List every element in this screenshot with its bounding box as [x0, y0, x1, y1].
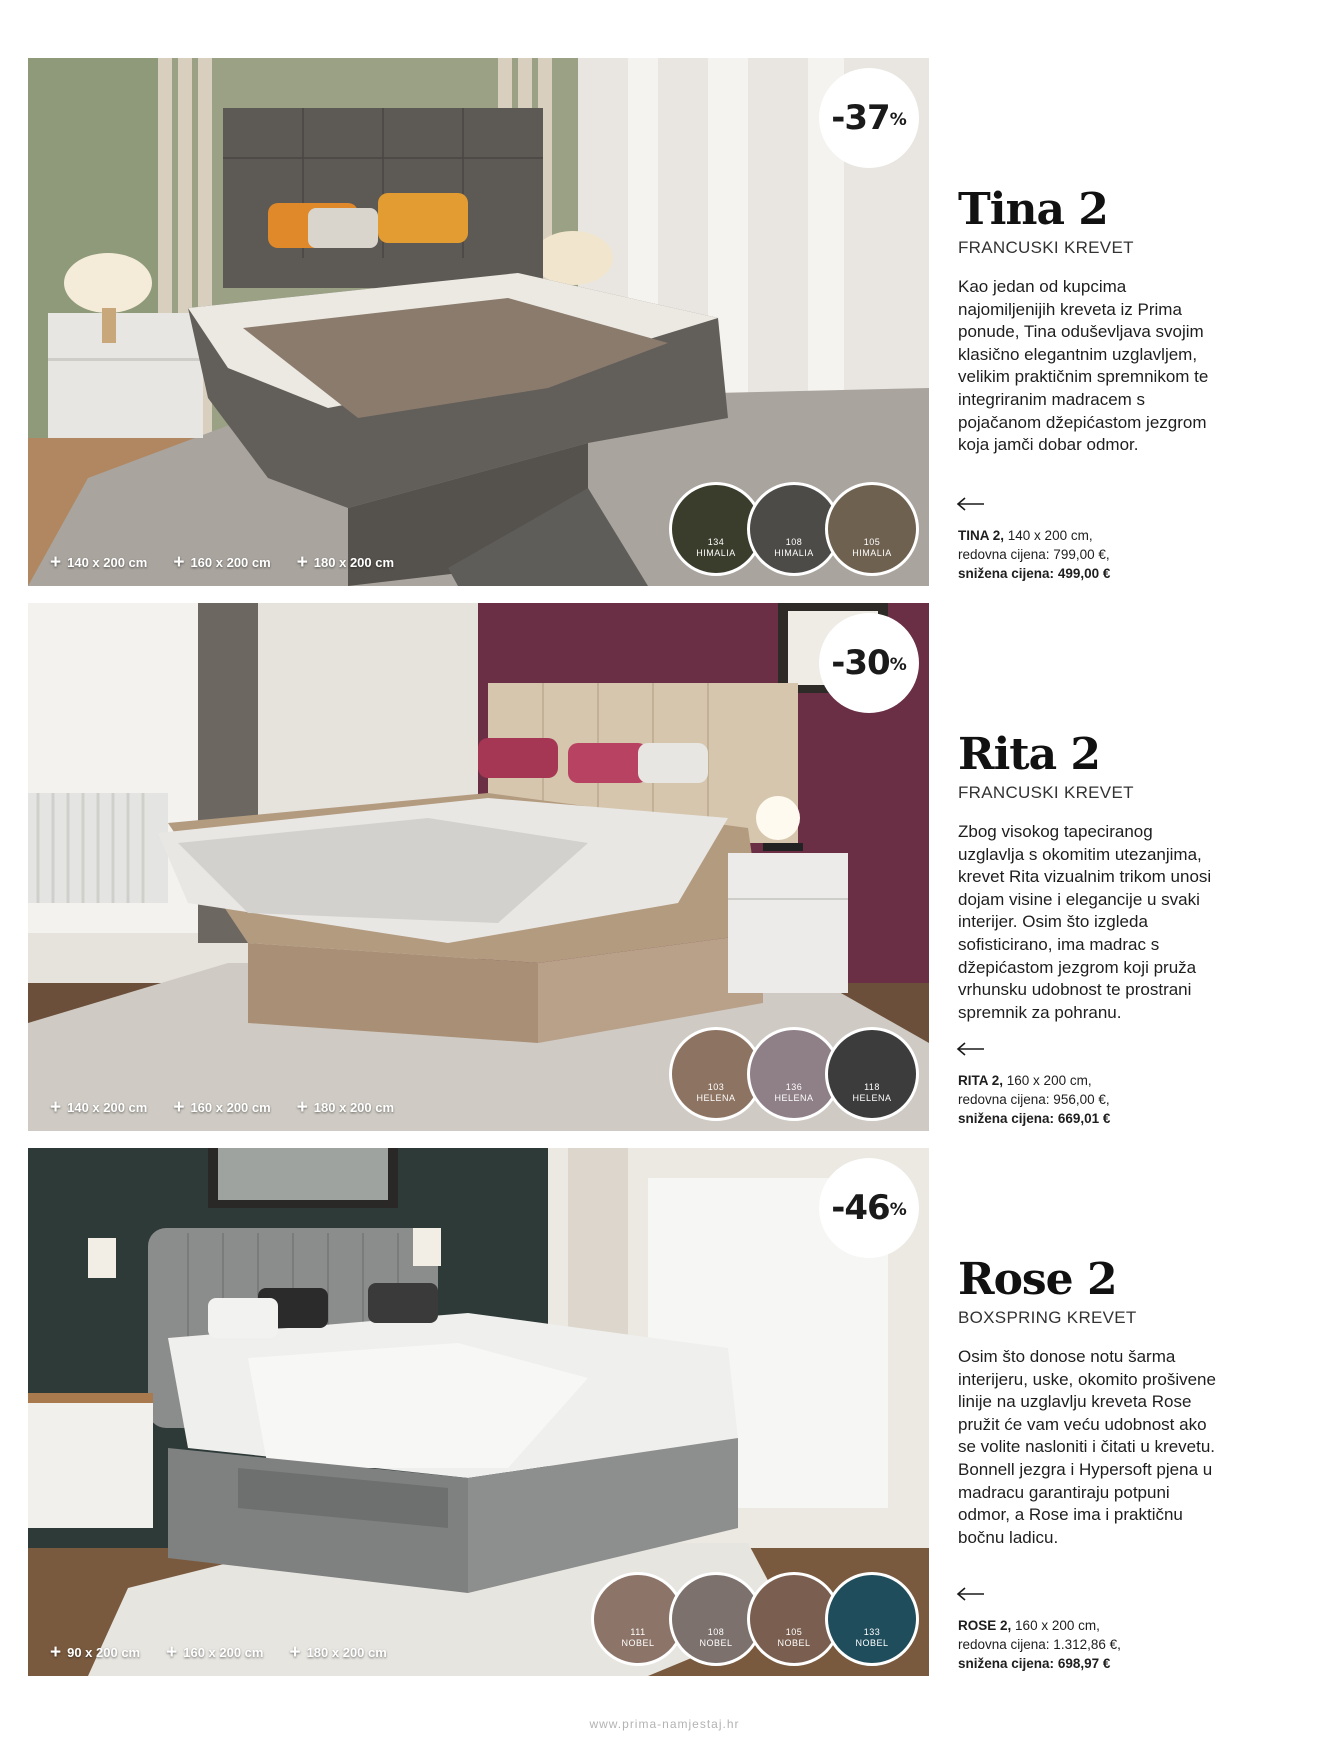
price-block	[958, 1616, 1198, 1673]
product-type: BOXSPRING KREVET	[958, 1308, 1137, 1327]
price-model: RITA 2,	[958, 1073, 1004, 1088]
size-option[interactable]	[173, 553, 270, 572]
swatch-fabric: NOBEL	[855, 1638, 889, 1648]
price-block	[958, 1071, 1198, 1128]
swatch-code: 108	[707, 1627, 725, 1637]
price-sale-value: 669,01 €	[1057, 1111, 1111, 1126]
arrow-left-icon	[956, 1586, 986, 1602]
size-label: 90 x 200 cm	[67, 1645, 141, 1660]
size-option[interactable]	[297, 1098, 394, 1117]
swatch-code: 136	[785, 1082, 803, 1092]
size-label: 180 x 200 cm	[306, 1645, 387, 1660]
product-tina-2	[0, 58, 1329, 586]
plus-icon: +	[166, 1642, 178, 1663]
size-label: 160 x 200 cm	[183, 1645, 264, 1660]
price-model: TINA 2,	[958, 528, 1005, 543]
size-label: 180 x 200 cm	[313, 555, 395, 570]
swatch-fabric: HELENA	[852, 1093, 892, 1103]
discount-value: -30	[831, 643, 890, 683]
size-option[interactable]	[173, 1098, 270, 1117]
price-dimensions: 160 x 200 cm,	[1006, 1073, 1092, 1088]
size-label: 140 x 200 cm	[67, 1100, 148, 1115]
product-title: Rita 2	[958, 729, 1101, 780]
swatch-fabric: NOBEL	[621, 1638, 655, 1648]
price-regular: redovna cijena: 799,00 €,	[958, 547, 1110, 562]
size-options	[50, 1643, 387, 1662]
plus-icon: +	[50, 552, 62, 573]
swatch-code: 134	[707, 537, 725, 547]
price-sale-value: 698,97 €	[1057, 1656, 1111, 1671]
color-swatch[interactable]	[825, 482, 919, 576]
product-info	[958, 731, 1218, 1024]
swatch-code: 111	[630, 1627, 646, 1637]
product-photo	[28, 1148, 929, 1676]
size-option[interactable]	[50, 1098, 147, 1117]
product-title: Tina 2	[958, 184, 1108, 235]
size-label: 160 x 200 cm	[190, 555, 271, 570]
color-swatches	[591, 1572, 919, 1666]
swatch-code: 118	[864, 1082, 880, 1092]
price-regular: redovna cijena: 956,00 €,	[958, 1092, 1110, 1107]
swatch-code: 133	[863, 1627, 881, 1637]
product-photo	[28, 58, 929, 586]
discount-badge	[819, 1158, 919, 1258]
size-label: 160 x 200 cm	[190, 1100, 271, 1115]
product-description: Kao jedan od kupcima najomiljenijih kreveta iz Prima ponude, Tina oduševljava svojim klasično elegantnim uzglavljem, velikim praktičnim spremnikom te integriranim madracem s pojačanom džepićastom jezgrom koja jamči dobar odmor.	[958, 277, 1209, 455]
product-type: FRANCUSKI KREVET	[958, 238, 1134, 257]
swatch-code: 105	[863, 537, 881, 547]
swatch-fabric: HELENA	[774, 1093, 814, 1103]
size-option[interactable]	[297, 553, 394, 572]
price-sale-label: snižena cijena:	[958, 1111, 1055, 1126]
price-sale-label: snižena cijena:	[958, 1656, 1055, 1671]
plus-icon: +	[173, 552, 185, 573]
discount-badge	[819, 613, 919, 713]
plus-icon: +	[296, 1097, 308, 1118]
swatch-fabric: HELENA	[696, 1093, 736, 1103]
discount-value: -37	[831, 98, 890, 138]
swatch-fabric: HIMALIA	[852, 548, 892, 558]
size-option[interactable]	[166, 1643, 263, 1662]
product-rita-2	[0, 603, 1329, 1131]
product-photo	[28, 603, 929, 1131]
price-dimensions: 160 x 200 cm,	[1015, 1618, 1100, 1633]
size-option[interactable]	[50, 553, 147, 572]
swatch-code: 103	[707, 1082, 725, 1092]
color-swatches	[669, 1027, 919, 1121]
price-sale-value: 499,00 €	[1057, 566, 1111, 581]
discount-unit: %	[889, 1200, 907, 1220]
plus-icon: +	[50, 1642, 62, 1663]
arrow-left-icon	[956, 1041, 986, 1057]
size-options	[50, 1098, 394, 1117]
plus-icon: +	[296, 552, 308, 573]
product-title: Rose 2	[958, 1254, 1117, 1305]
product-description: Zbog visokog tapeciranog uzglavlja s okomitim utezanjima, krevet Rita vizualnim trikom unosi dojam visine i elegancije u svaki interijer. Osim što izgleda sofisticirano, ima madrac s džepićastom jezgrom koji pruža vrhunsku udobnost te prostrani spremnik za pohranu.	[958, 822, 1212, 1022]
discount-value: -46	[831, 1188, 890, 1228]
plus-icon: +	[173, 1097, 185, 1118]
product-description: Osim što donose notu šarma interijeru, uske, okomito prošivene linije na uzglavlju kreveta Rose pružit će vam veću udobnost ako se volite nasloniti i čitati u krevetu. Bonnell jezgra i Hypersoft pjena u madracu garantiraju potpuni odmor, a Rose ima i praktičnu bočnu ladicu.	[958, 1347, 1216, 1547]
price-dimensions: 140 x 200 cm,	[1007, 528, 1093, 543]
product-type: FRANCUSKI KREVET	[958, 783, 1134, 802]
product-info	[958, 186, 1218, 457]
size-label: 140 x 200 cm	[67, 555, 148, 570]
size-option[interactable]	[50, 1643, 140, 1662]
color-swatch[interactable]	[825, 1572, 919, 1666]
swatch-fabric: HIMALIA	[774, 548, 814, 558]
size-option[interactable]	[289, 1643, 386, 1662]
price-model: ROSE 2,	[958, 1618, 1012, 1633]
price-sale-label: snižena cijena:	[958, 566, 1055, 581]
swatch-fabric: NOBEL	[777, 1638, 811, 1648]
size-options	[50, 553, 394, 572]
size-label: 180 x 200 cm	[313, 1100, 395, 1115]
plus-icon: +	[50, 1097, 62, 1118]
footer-website-url[interactable]: www.prima-namjestaj.hr	[589, 1717, 740, 1731]
product-rose-2	[0, 1148, 1329, 1676]
swatch-fabric: HIMALIA	[696, 548, 736, 558]
discount-badge	[819, 68, 919, 168]
swatch-fabric: NOBEL	[699, 1638, 733, 1648]
swatch-code: 108	[785, 537, 803, 547]
swatch-code: 105	[785, 1627, 803, 1637]
discount-unit: %	[889, 655, 907, 675]
plus-icon: +	[289, 1642, 301, 1663]
product-info	[958, 1256, 1218, 1549]
price-regular: redovna cijena: 1.312,86 €,	[958, 1637, 1121, 1652]
color-swatches	[669, 482, 919, 576]
color-swatch[interactable]	[825, 1027, 919, 1121]
arrow-left-icon	[956, 496, 986, 512]
price-block	[958, 526, 1198, 583]
discount-unit: %	[889, 110, 907, 130]
